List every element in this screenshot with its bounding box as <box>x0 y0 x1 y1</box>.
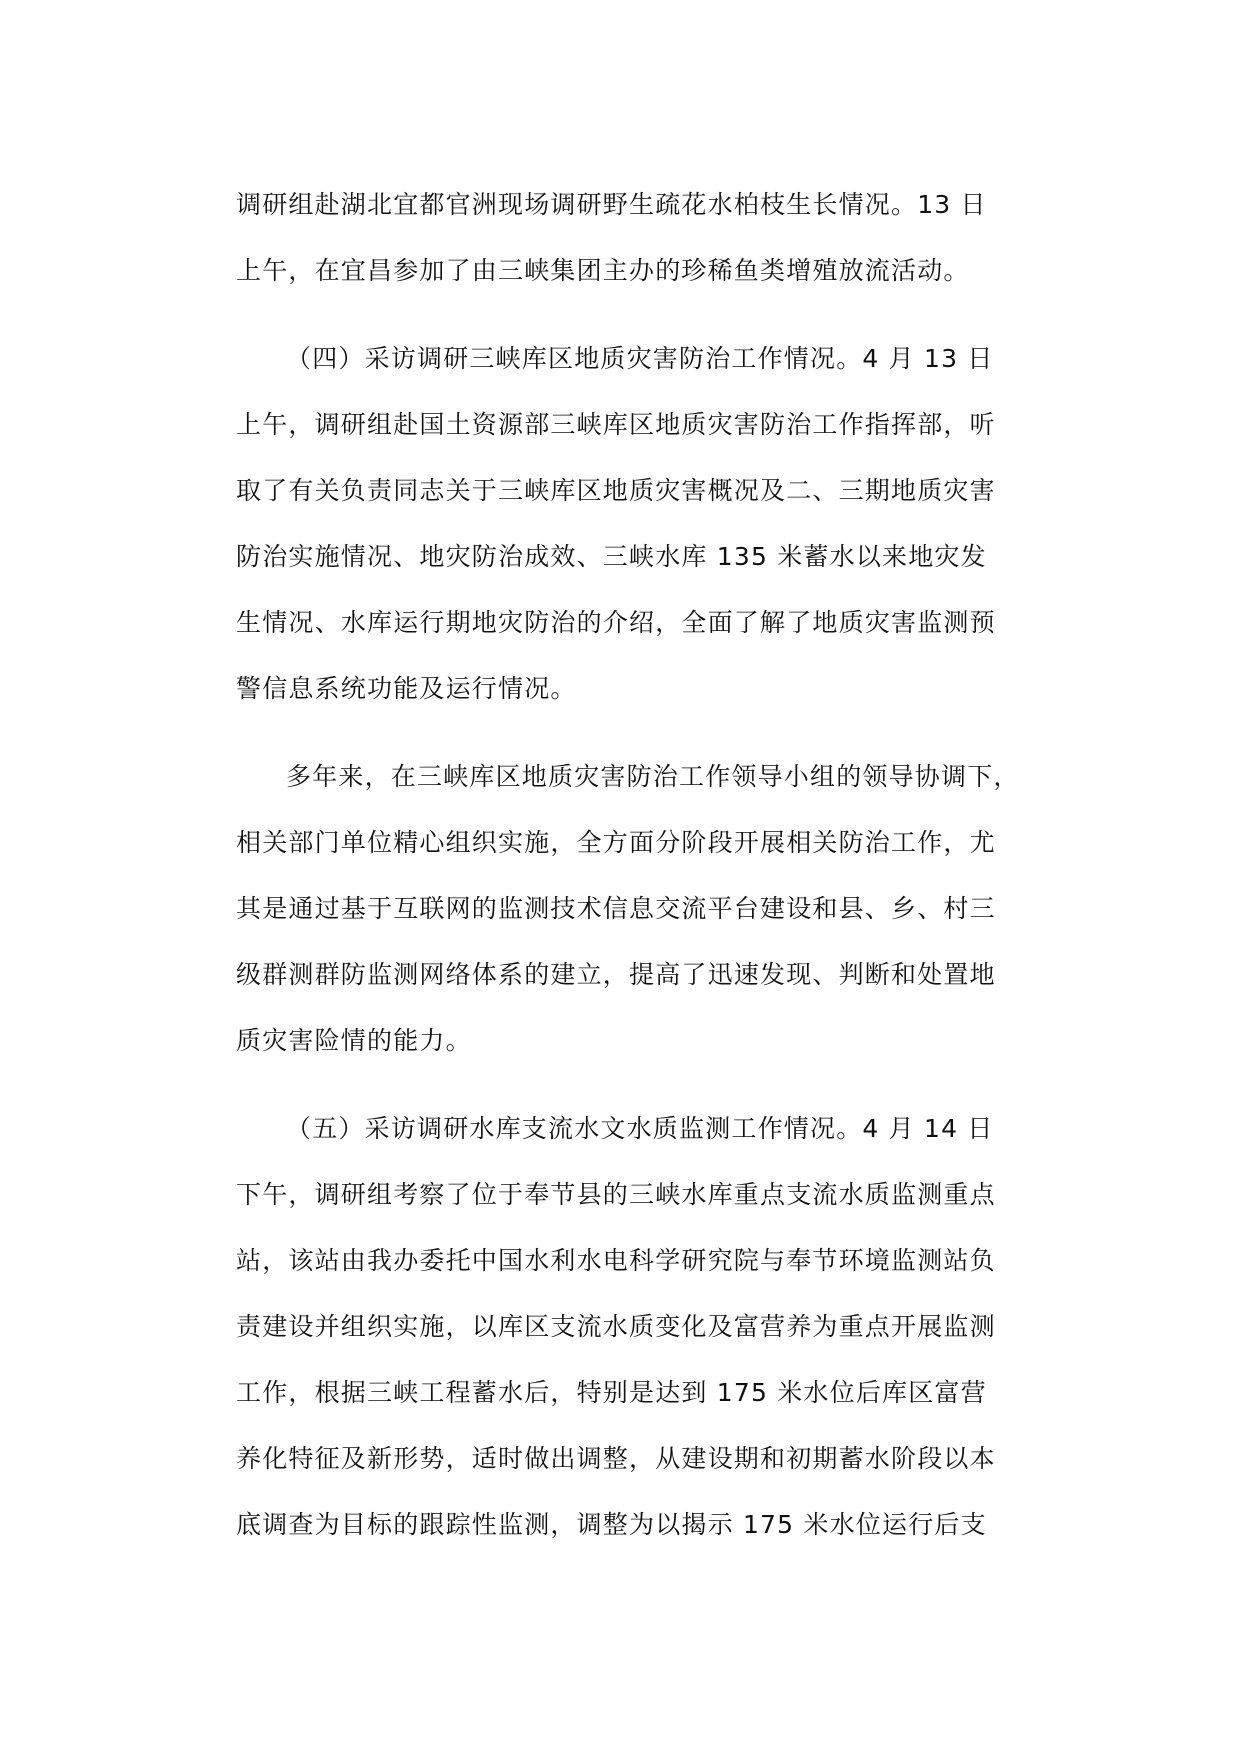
text-line: （五）采访调研水库支流水文水质监测工作情况。4 月 14 日 <box>286 1114 994 1143</box>
paragraph-3 <box>236 744 1036 1074</box>
text-line: 警信息系统功能及运行情况。 <box>236 674 577 703</box>
document-body <box>236 172 1036 1558</box>
text-line: 底调查为目标的跟踪性监测，调整为以揭示 175 米水位运行后支 <box>236 1510 987 1539</box>
text-line: 工作，根据三峡工程蓄水后，特别是达到 175 米水位后库区富营 <box>236 1378 987 1407</box>
text-line: 责建设并组织实施，以库区支流水质变化及富营养为重点开展监测 <box>236 1312 996 1341</box>
text-line: 质灾害险情的能力。 <box>236 1026 472 1055</box>
text-line: 多年来，在三峡库区地质灾害防治工作领导小组的领导协调下， <box>286 762 1020 791</box>
text-line: 相关部门单位精心组织实施，全方面分阶段开展相关防治工作，尤 <box>236 828 996 857</box>
text-line: 站，该站由我办委托中国水利水电科学研究院与奉节环境监测站负 <box>236 1246 996 1275</box>
paragraph-4 <box>236 1096 1036 1558</box>
text-line: （四）采访调研三峡库区地质灾害防治工作情况。4 月 13 日 <box>286 344 994 373</box>
paragraph-2 <box>236 326 1036 722</box>
text-line: 其是通过基于互联网的监测技术信息交流平台建设和县、乡、村三 <box>236 894 996 923</box>
paragraph-1 <box>236 172 1036 304</box>
text-line: 级群测群防监测网络体系的建立，提高了迅速发现、判断和处置地 <box>236 960 996 989</box>
text-line: 养化特征及新形势，适时做出调整，从建设期和初期蓄水阶段以本 <box>236 1444 996 1473</box>
text-line: 下午，调研组考察了位于奉节县的三峡水库重点支流水质监测重点 <box>236 1180 996 1209</box>
text-line: 取了有关负责同志关于三峡库区地质灾害概况及二、三期地质灾害 <box>236 476 996 505</box>
text-line: 调研组赴湖北宜都官洲现场调研野生疏花水柏枝生长情况。13 日 <box>236 190 987 219</box>
text-line: 防治实施情况、地灾防治成效、三峡水库 135 米蓄水以来地灾发 <box>236 542 987 571</box>
text-line: 上午，在宜昌参加了由三峡集团主办的珍稀鱼类增殖放流活动。 <box>236 256 970 285</box>
text-line: 生情况、水库运行期地灾防治的介绍，全面了解了地质灾害监测预 <box>236 608 996 637</box>
text-line: 上午，调研组赴国土资源部三峡库区地质灾害防治工作指挥部，听 <box>236 410 996 439</box>
